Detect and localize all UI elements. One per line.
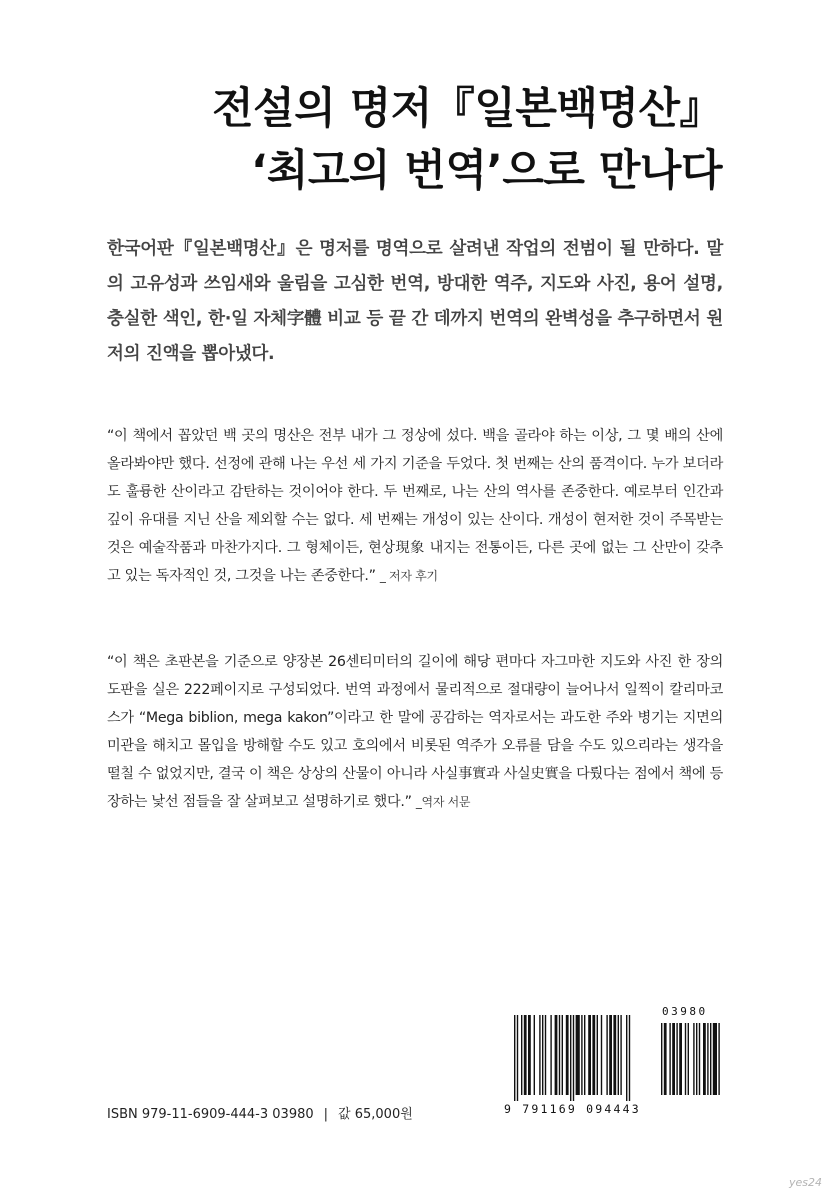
barcode-bar — [696, 1023, 697, 1095]
quote-source: _ 저자 후기 — [379, 569, 438, 583]
barcode-bar — [718, 1023, 719, 1095]
isbn-text: ISBN 979-11-6909-444-3 03980 — [107, 1107, 314, 1122]
barcode-bar — [664, 1023, 667, 1095]
barcode-bar — [606, 1015, 607, 1095]
book-headline — [212, 78, 722, 202]
barcode-bar — [576, 1015, 580, 1095]
quote-text: “이 책은 초판본을 기준으로 양장본 26센티미터의 길이에 해당 편마다 자그마한 지도와 사진 한 장의 도판을 실은 222페이지로 구성되었다. 번역 과정에서 물리적으로 절대량이 늘어나서 일찍이 칼리마코스가 “Mega biblion, mega kakon”이라고 한 말에 공감하는 역자로서는 과도한 주와 병기는 지면의 미관을 해치고 몰입을 방해할 수도 있고 호의에서 비롯된 역주가 오류를 담을 수도 있으리라는 생각을 떨칠 수 없었지만, 결국 이 책은 상상의 산물이 아니라 사실事實과 사실史實을 다뤘다는 점에서 책에 등장하는 낯선 점들을 잘 살펴보고 설명하기로 했다.” — [107, 654, 723, 810]
barcode-main-bars — [514, 1015, 656, 1103]
watermark-logo: yes24 — [788, 1176, 822, 1189]
barcode-bar — [707, 1023, 708, 1095]
barcode-bar — [688, 1023, 689, 1095]
barcode-bar — [542, 1015, 543, 1095]
barcode-bar — [555, 1015, 558, 1095]
barcode-bar — [517, 1015, 518, 1101]
barcode-bar — [524, 1015, 527, 1095]
author-quote — [107, 422, 723, 590]
barcode-bar — [609, 1015, 612, 1095]
barcode-bar — [629, 1015, 630, 1101]
barcode-bar — [570, 1015, 571, 1101]
barcode-bar — [566, 1015, 569, 1095]
quote-text: “이 책에서 꼽았던 백 곳의 명산은 전부 내가 그 정상에 섰다. 백을 골라야 하는 이상, 그 몇 배의 산에 올라봐야만 했다. 선정에 관해 나는 우선 세 가지 기준을 두었다. 첫 번째는 산의 품격이다. 누가 보더라도 훌륭한 산이라고 감탄하는 것이어야 한다. 두 번째로, 나는 산의 역사를 존중한다. 예로부터 인간과 깊이 유대를 지닌 산을 제외할 수는 없다. 세 번째는 개성이 있는 산이다. 개성이 현저한 것이 주목받는 것은 예술작품과 마찬가지다. 그 형체이든, 현상現象 내지는 전통이든, 다른 곳에 없는 그 산만이 갖추고 있는 독자적인 것, 그것을 나는 존중한다.” — [107, 428, 723, 584]
barcode-bar — [672, 1023, 675, 1095]
barcode-bar — [534, 1015, 535, 1095]
quote-source: _역자 서문 — [415, 795, 471, 809]
barcode-bar — [581, 1015, 582, 1095]
headline-line-2: ‘최고의 번역’으로 만나다 — [251, 146, 722, 196]
barcode-bar — [588, 1015, 591, 1095]
barcode-bar — [539, 1015, 540, 1095]
isbn-price-line — [107, 1103, 413, 1122]
barcode-bar — [528, 1015, 531, 1095]
barcode-bar — [545, 1015, 546, 1095]
barcode-bar — [661, 1023, 662, 1095]
translator-quote — [107, 648, 723, 816]
intro-paragraph: 한국어판『일본백명산』은 명저를 명역으로 살려낸 작업의 전범이 될 만하다. 말의 고유성과 쓰임새와 울림을 고심한 번역, 방대한 역주, 지도와 사진, 용어 설명, 충실한 색인, 한·일 자체字體 비교 등 끝 간 데까지 번역의 완벽성을 추구하면서 원저의 진액을 뽑아냈다. — [107, 239, 723, 364]
barcode-bar — [676, 1023, 677, 1095]
barcode-bar — [703, 1023, 706, 1095]
barcode-digits: 9 791169 094443 — [504, 1102, 641, 1116]
barcode-addon-bars — [661, 1023, 723, 1103]
barcode-bar — [601, 1015, 602, 1095]
barcode-bar — [597, 1015, 598, 1095]
barcode-bar — [592, 1015, 595, 1095]
headline-line-1: 전설의 명저『일본백명산』 — [212, 84, 722, 134]
price-text: 값 65,000원 — [338, 1107, 413, 1122]
footer-separator: | — [323, 1107, 329, 1122]
barcode-bar — [626, 1015, 627, 1101]
barcode-bar — [521, 1015, 522, 1095]
barcode-bar — [669, 1023, 670, 1095]
barcode-bar — [550, 1015, 551, 1095]
barcode-bar — [699, 1023, 700, 1095]
barcode-bar — [685, 1023, 686, 1095]
barcode-bar — [584, 1015, 585, 1095]
barcode-bar — [713, 1023, 717, 1095]
barcode-bar — [710, 1023, 711, 1095]
barcode-bar — [620, 1015, 621, 1095]
barcode-bar — [693, 1023, 694, 1095]
barcode-bar — [573, 1015, 574, 1101]
barcode-addon-digits: 03980 — [662, 1005, 708, 1018]
barcode-bar — [559, 1015, 560, 1095]
barcode-bar — [679, 1023, 682, 1095]
barcode-bar — [618, 1015, 619, 1095]
barcode-bar — [562, 1015, 563, 1095]
barcode-bar — [514, 1015, 515, 1101]
isbn-barcode — [504, 1005, 724, 1120]
barcode-bar — [613, 1015, 616, 1095]
